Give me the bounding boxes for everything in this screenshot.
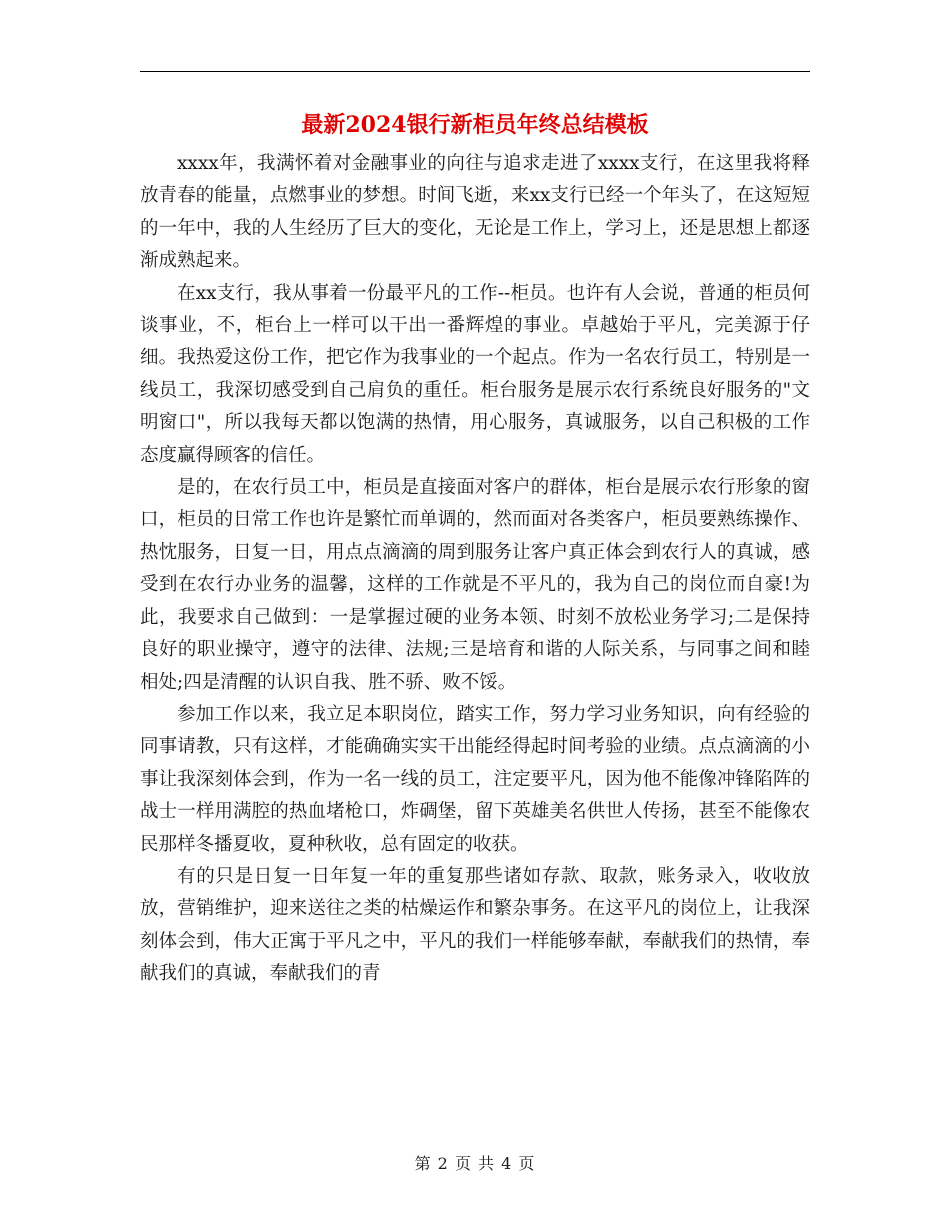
paragraph-2: 在xx支行，我从事着一份最平凡的工作--柜员。也许有人会说，普通的柜员何谈事业，不，柜台上一样可以干出一番辉煌的事业。卓越始于平凡，完美源于仔细。我热爱这份工作，把它作为我事业的一个起点。作为一名农行员工，特别是一线员工，我深切感受到自己肩负的重任。柜台服务是展示农行系统良好服务的"文明窗口"，所以我每天都以饱满的热情，用心服务，真诚服务，以自己积极的工作态度赢得顾客的信任。 — [140, 282, 810, 466]
paragraph-3: 是的，在农行员工中，柜员是直接面对客户的群体，柜台是展示农行形象的窗口，柜员的日常工作也许是繁忙而单调的，然而面对各类客户，柜员要熟练操作、热忱服务，日复一日，用点点滴滴的周到服务让客户真正体会到农行人的真诚，感受到在农行办业务的温馨，这样的工作就是不平凡的，我为自己的岗位而自豪!为此，我要求自己做到：一是掌握过硬的业务本领、时刻不放松业务学习;二是保持良好的职业操守，遵守的法律、法规;三是培育和谐的人际关系，与同事之间和睦相处;四是清醒的认识自我、胜不骄、败不馁。 — [140, 477, 810, 693]
document-body — [140, 148, 810, 991]
document-title: 最新2024银行新柜员年终总结模板 — [301, 112, 649, 138]
paragraph-5: 有的只是日复一日年复一年的重复那些诸如存款、取款，账务录入，收收放放，营销维护，迎来送往之类的枯燥运作和繁杂事务。在这平凡的岗位上，让我深刻体会到，伟大正寓于平凡之中，平凡的我们一样能够奉献，奉献我们的热情，奉献我们的真诚，奉献我们的青 — [140, 865, 810, 985]
header-rule — [140, 71, 810, 72]
paragraph-1: xxxx年，我满怀着对金融事业的向往与追求走进了xxxx支行，在这里我将释放青春的能量，点燃事业的梦想。时间飞逝，来xx支行已经一个年头了，在这短短的一年中，我的人生经历了巨大的变化，无论是工作上，学习上，还是思想上都逐渐成熟起来。 — [140, 153, 810, 272]
page-footer: 第 2 页 共 4 页 — [414, 1154, 536, 1173]
paragraph-4: 参加工作以来，我立足本职岗位，踏实工作，努力学习业务知识，向有经验的同事请教，只有这样，才能确确实实干出能经得起时间考验的业绩。点点滴滴的小事让我深刻体会到，作为一名一线的员工，注定要平凡，因为他不能像冲锋陷阵的战士一样用满腔的热血堵枪口，炸碉堡，留下英雄美名供世人传扬，甚至不能像农民那样冬播夏收，夏种秋收，总有固定的收获。 — [140, 703, 810, 855]
